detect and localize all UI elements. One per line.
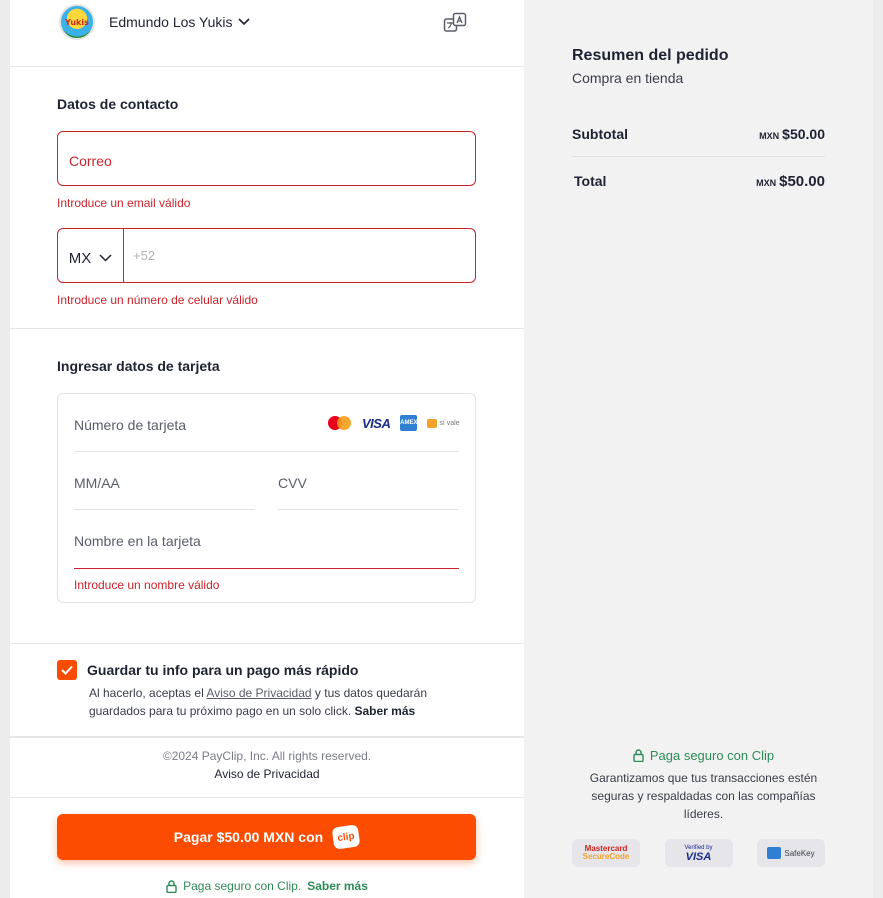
safekey-label: SafeKey [784, 848, 815, 858]
amex-icon: AMEX [400, 415, 417, 431]
checkout-panel [10, 0, 524, 898]
footer-divider-2 [10, 797, 524, 798]
chevron-down-icon [238, 18, 250, 26]
cvv-input[interactable]: CVV [278, 475, 307, 491]
merchant-logo [59, 4, 95, 40]
sivale-icon [427, 419, 459, 428]
save-info-checkbox[interactable] [57, 660, 77, 680]
mc-badge-line1: Mastercard [584, 844, 628, 853]
summary-divider [572, 156, 825, 157]
subtotal-amount [759, 126, 825, 142]
security-badges [572, 839, 825, 867]
mastercard-icon [328, 415, 352, 431]
card-number-underline [74, 451, 459, 452]
save-info-text-1: Al hacerlo, aceptas el [89, 686, 207, 700]
contact-title: Datos de contacto [57, 96, 179, 112]
mastercard-securecode-badge [572, 839, 640, 867]
expiry-underline [74, 509, 255, 510]
check-icon [61, 665, 73, 675]
order-summary-panel [524, 0, 873, 898]
header-divider [10, 66, 524, 67]
subtotal-label: Subtotal [572, 126, 628, 142]
total-label: Total [574, 173, 607, 189]
copyright: ©2024 PayClip, Inc. All rights reserved. [162, 749, 372, 763]
amex-icon [767, 847, 781, 859]
total-amount [756, 173, 825, 190]
country-code: MX [68, 249, 92, 267]
subtotal-currency: MXN [759, 131, 780, 141]
section-divider [10, 643, 524, 644]
pay-button[interactable] [57, 814, 476, 860]
save-info-text-2: y tus datos quedarán guardados para tu próximo pago en un solo click. [89, 686, 427, 718]
cardholder-name-underline [74, 568, 459, 569]
lock-icon [166, 880, 177, 893]
total-value: $50.00 [779, 173, 825, 190]
amex-safekey-badge [757, 839, 825, 867]
total-row [574, 173, 825, 190]
phone-field [57, 228, 476, 283]
subtotal-value: $50.00 [782, 126, 825, 142]
secure-text: Paga seguro con Clip. [183, 879, 302, 893]
clip-logo: clip [332, 824, 361, 849]
learn-more-link[interactable]: Saber más [354, 704, 416, 718]
email-error: Introduce un email válido [57, 196, 191, 210]
footer-divider [10, 736, 524, 738]
phone-input[interactable]: +52 [133, 248, 156, 263]
save-info-description [89, 684, 469, 720]
translate-icon[interactable] [443, 12, 467, 36]
save-info-title: Guardar tu info para un pago más rápido [87, 662, 359, 678]
verified-by-visa-badge [665, 839, 733, 867]
visa-badge-line1: Verified by [684, 845, 713, 851]
trust-title [524, 748, 883, 763]
section-divider [10, 328, 524, 329]
cardholder-name-input[interactable]: Nombre en la tarjeta [74, 533, 201, 549]
footer-privacy-link[interactable]: Aviso de Privacidad [214, 767, 320, 781]
trust-title-text: Paga seguro con Clip [649, 748, 775, 763]
phone-error: Introduce un número de celular válido [57, 293, 258, 307]
summary-title: Resumen del pedido [572, 47, 729, 64]
subtotal-row [572, 126, 825, 142]
trust-text: Garantizamos que tus transacciones estén seguras y respaldadas con las compañías líderes. [589, 771, 818, 821]
privacy-link[interactable]: Aviso de Privacidad [206, 686, 312, 700]
secure-learn-more-link[interactable]: Saber más [307, 879, 368, 893]
country-code-select[interactable] [58, 229, 124, 283]
email-field[interactable] [57, 131, 476, 186]
visa-icon: VISA [362, 415, 391, 431]
secure-payment-note [10, 879, 524, 893]
total-currency: MXN [756, 178, 777, 188]
pay-button-label: Pagar $50.00 MXN con [173, 829, 324, 845]
lock-icon [633, 749, 644, 762]
email-placeholder: Correo [69, 153, 112, 169]
merchant-selector[interactable] [109, 14, 250, 30]
merchant-name: Edmundo Los Yukis [109, 14, 233, 30]
expiry-input[interactable]: MM/AA [74, 475, 120, 491]
chevron-down-icon [99, 254, 112, 262]
card-brands [328, 415, 460, 431]
sivale-label: sí vale [439, 419, 460, 427]
visa-badge-line2: VISA [685, 851, 712, 863]
merchant-logo-text: Yukis [65, 18, 89, 27]
mc-badge-line2: SecureCode [582, 852, 630, 861]
card-number-input[interactable]: Número de tarjeta [74, 417, 187, 433]
card-title: Ingresar datos de tarjeta [57, 358, 220, 374]
cvv-underline [278, 509, 459, 510]
cardholder-name-error: Introduce un nombre válido [74, 578, 220, 592]
card-form [57, 393, 476, 603]
summary-subtitle: Compra en tienda [572, 70, 684, 86]
